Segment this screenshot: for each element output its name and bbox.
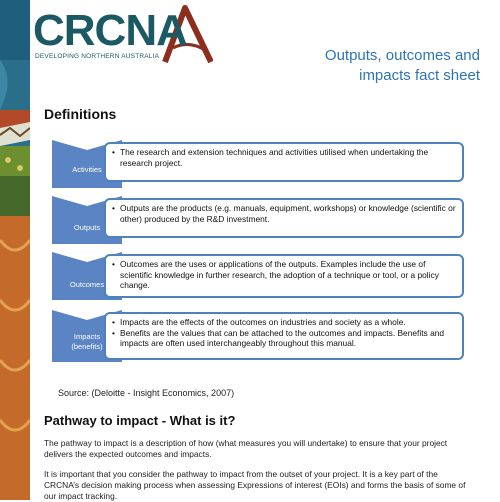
title-line-1: Outputs, outcomes and <box>324 47 480 64</box>
bullet-item: • Outputs are the products (e.g. manuals, equipment, workshops) or knowledge (scientific or other) produced by the R&D investment. <box>112 203 456 224</box>
row-label: Outcomes <box>69 280 105 289</box>
bullet-item: • The research and extension techniques and activities utilised when undertaking the research project. <box>112 147 456 168</box>
row-sublabel: (benefits) <box>71 342 103 351</box>
definition-box <box>104 254 464 298</box>
logo-tagline: DEVELOPING NORTHERN AUSTRALIA <box>35 53 160 60</box>
pathway-paragraph-1: The pathway to impact is a description of how (what measures you will undertake) to ensure that your project delivers the expected outcomes and impacts. <box>44 438 448 459</box>
pathway-paragraph-2: It is important that you consider the pathway to impact from the outset of your project. It is a key part of the CRCNA’s decision making process when assessing Expressions of interest (EOIs) and forms the basis of some of our impact tracking. <box>44 469 466 501</box>
definition-box <box>104 142 464 182</box>
bullet-item: • Benefits are the values that can be attached to the outcomes and impacts. Benefits and impacts are often used interchangeably throughout this manual. <box>112 328 456 349</box>
definition-box <box>104 312 464 360</box>
title-line-2: impacts fact sheet <box>359 67 480 84</box>
bullet-item: • Outcomes are the uses or applications of the outputs. Examples include the use of scientific knowledge in further research, the adoption of a technique or tool, or a policy change. <box>112 259 456 291</box>
definition-row-outcomes <box>52 252 468 300</box>
row-label: Activities <box>72 165 102 174</box>
crcna-logo <box>33 4 213 70</box>
definition-row-outputs <box>52 196 468 244</box>
definitions-heading: Definitions <box>44 106 117 122</box>
logo-text: CRCNA <box>33 6 187 55</box>
pathway-heading: Pathway to impact - What is it? <box>44 413 236 428</box>
page-title <box>260 46 480 86</box>
source-citation: Source: (Deloitte - Insight Economics, 2007) <box>58 388 235 398</box>
definition-box <box>104 198 464 238</box>
decorative-side-stripe <box>0 0 30 500</box>
row-label: Outputs <box>73 223 101 232</box>
row-label: Impacts <box>73 332 101 341</box>
definition-row-impacts <box>52 310 468 362</box>
bullet-item: • Impacts are the effects of the outcomes on industries and society as a whole. <box>112 317 456 328</box>
definition-row-activities <box>52 140 468 188</box>
